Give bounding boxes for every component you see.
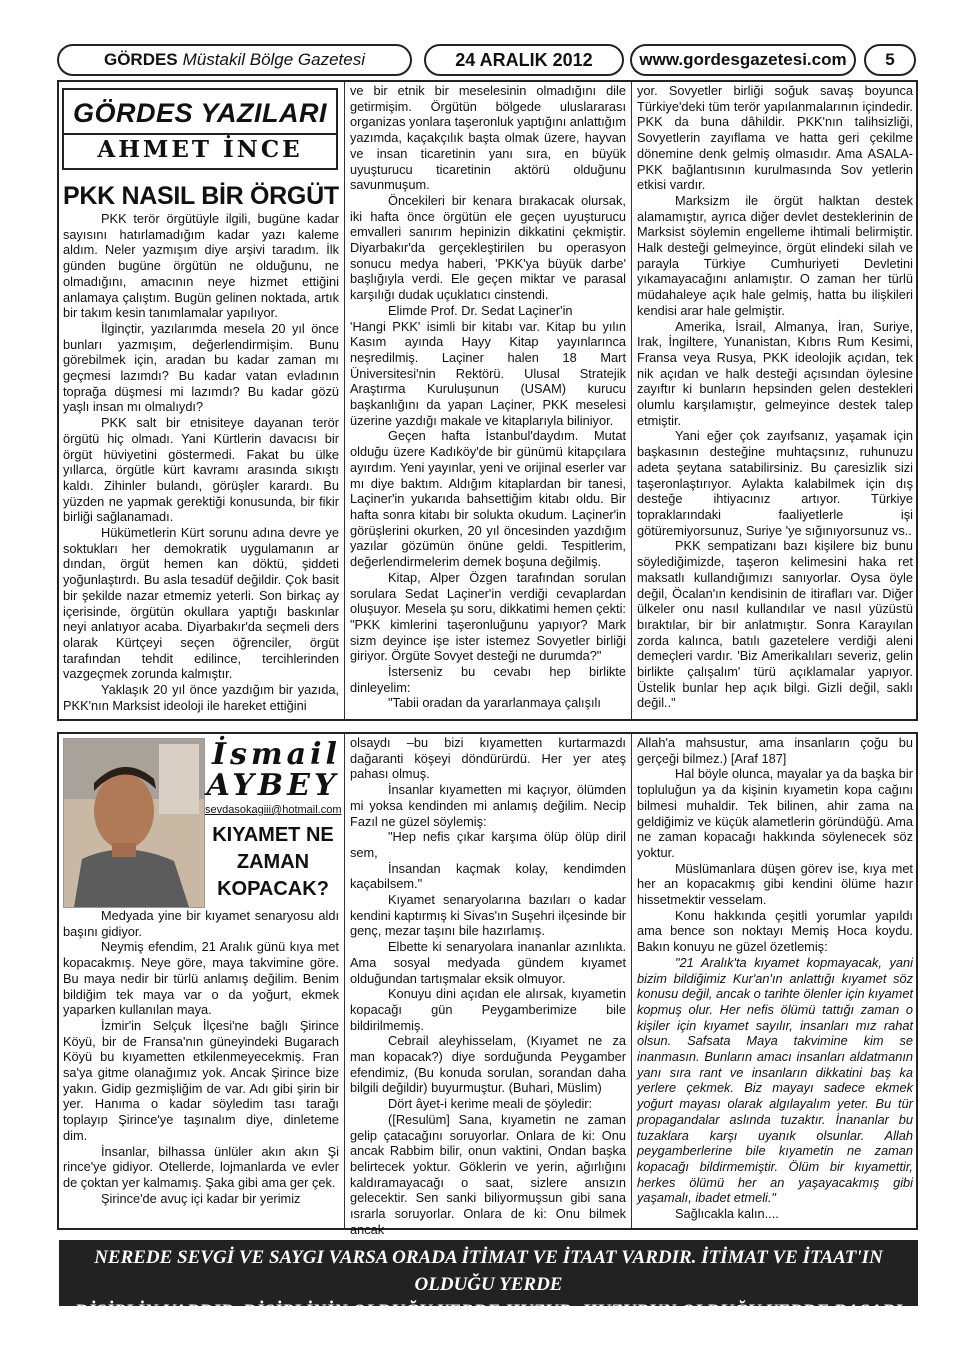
paragraph: Elbette ki senaryolara inananlar azınlıkta. Ama sosyal medyada gündem kıyamet olduğundan tartışmalar eksik olmuyor. bbox=[350, 939, 626, 986]
paragraph: Amerika, İsrail, Almanya, İran, Suriye, Irak, İngiltere, Yunanistan, Kıbrıs Rum Kesimi, Fransa veya Rusya, PKK ideolojik açıdan, tek nik açıdan ve halk desteği açısından öylesine zayıftır ki bunların hepsinden gelen destekleri olumlu karşılamıştır, gelmeyince destek talep etmiştir. bbox=[637, 318, 913, 428]
paragraph: İlginçtir, yazılarımda mesela 20 yıl önce bunları yazmışım, değerlendirmişim. Bunu görebilmek için, aradan bu kadar zaman mı geçmesi lazımdı? Bu kadar vatan evladının toprağa düşmesi mi lazımdı? Bu kadar gözü yaşlı insan mı olmalıydı? bbox=[63, 320, 339, 415]
paragraph: olsaydı –bu bizi kıyametten kurtarmazdı dağaranti köşeyi döndürürdü. Her yer ateş pahası olmuş. bbox=[350, 735, 626, 782]
article-column-3 bbox=[637, 83, 913, 719]
section-title: GÖRDES YAZILARI bbox=[72, 98, 328, 128]
paragraph: Hükümetlerin Kürt sorunu adına devre ye soktukları her demokratik uygulamanın ar dından, örgüt hemen kan döktü, şiddeti yoğunlaştırdı. Bu asla tesadüf değildir. Çok basit bir şekilde nazar etmemiz yeterli. Son birkaç ay içerisinde, örgütün okullara yaptığı baskınlar neyi anlatıyor acaba. Diyarbakır'da seçmeli ders olarak Kürtçeyi seçen öğrenciler, örgüt tarafından tehdit edilince, tercihlerinden vazgeçmek zorunda kalmıştır. bbox=[63, 525, 339, 682]
article-column-1 bbox=[63, 211, 339, 719]
article2-headline bbox=[206, 822, 340, 903]
paragraph: Konuyu dini açıdan ele alırsak, kıyametin kopacağı gün Peygamberimize bile bildirilmemiş. bbox=[350, 986, 626, 1033]
headline-line: ZAMAN bbox=[236, 851, 310, 873]
article2-column-3 bbox=[637, 735, 913, 1226]
paragraph: "Tabii oradan da yararlanmaya çalışılı bbox=[388, 695, 601, 711]
paragraph: İnsanlar kıyametten mi kaçıyor, ölümden mi yoksa kendinden mi anlamış değilim. Necip Fazıl ne güzel söylemiş: bbox=[350, 782, 626, 829]
website-link[interactable] bbox=[630, 44, 856, 76]
column-divider bbox=[631, 734, 632, 1228]
headline-line: KOPACAK? bbox=[217, 878, 329, 900]
paragraph: İnsanlar, bilhassa ünlüler akın akın Şi rince'ye gidiyor. Otellerde, lojmanlarda ve evler de çoktan yer kalmamış. Şaka gibi ama ger çek. bbox=[63, 1143, 339, 1190]
author-first-name: İsmail bbox=[212, 737, 341, 772]
motto-line: NEREDE SEVGİ VE SAYGI VARSA ORADA İTİMAT VE İTAAT VARDIR. İTİMAT VE İTAAT'IN OLDUĞU YERDE bbox=[94, 1247, 883, 1295]
paragraph: Şirince'de avuç içi kadar bir yerimiz bbox=[101, 1190, 301, 1206]
paragraph: Konu hakkında çeşitli yorumlar yapıldı ama bence son noktayı Memiş Hoca koydu. Bakın konuyu ne güzel özetlemiş: bbox=[637, 907, 913, 955]
paragraph: İsterseniz bu cevabı hep birlikte dinleyelim: bbox=[350, 664, 626, 695]
paragraph: Sağlıcakla kalın.... bbox=[675, 1206, 779, 1222]
paragraph: Müslümanlara düşen görev ise, kıya met her an kopacakmış gibi kendini ölüme hazır hissetmektir vesselam. bbox=[637, 860, 913, 908]
paragraph: ([Resulüm] Sana, kıyametin ne zaman gelip çatacağını soruyorlar. Onlara de ki: Onu ancak Rabbim bilir, onun vaktini, Ondan başka belirtecek yoktur. Göklerin ve yerin, ağırlığını kaldıramayacağı o saat, sizlere ansızın gelecektir. Sen sanki biliyormuşsun gibi sana ısrarla soruyorlar. Onlara de ki: Onu bilmek ancak bbox=[350, 1111, 626, 1237]
section-author: AHMET İNCE bbox=[64, 133, 336, 165]
column-divider bbox=[344, 734, 345, 1228]
author-email-link[interactable]: sevdasokagiii@hotmail.com bbox=[205, 804, 342, 816]
author-portrait-image bbox=[64, 739, 204, 907]
paragraph: Dört âyet-i kerime meali de şöyledir: bbox=[388, 1096, 593, 1112]
section-banner bbox=[62, 88, 338, 170]
paragraph: Allah'a mahsustur, ama insanların çoğu bu gerçeği bilmez.) [Araf 187] bbox=[637, 735, 913, 766]
paper-name: GÖRDES bbox=[103, 50, 178, 69]
motto-banner bbox=[59, 1240, 918, 1349]
paragraph: Kitap, Alper Özgen tarafından sorulan sorulara Sedat Laçiner'in verdiği cevaplardan oluşuyor. Mesela şu soru, dikkatimi hemen çekti: "PKK kimlerini taşeronluğunu yapıyor? Mark sizm deyince işe ister istemez Sovyetler birliği giriyor. Örgüte Sovyet desteği ne durumda?" bbox=[350, 569, 626, 664]
quote-paragraph: "21 Aralık'ta kıyamet kopmayacak, yani bizim bildiğimiz Kur'an'ın anlattığı kıyamet söz konusu değil, ancak o tarihte ölenler için kıyamet kopmuş olur. Her nefis ölümü tattığı zaman o kişiler için kıyamet sayılır, insanları mız rahat olsun. Safsata Maya takvimine kim se inanmasın. Bunların amacı insanları aldatmanın yanı sıra rant ve insanların dikkatini baş ka yerlere çekmek. Biz mayayı sadece ekmek yoğurt mayası olarak algılayalım yeter. Bu tür propagandalar aslında tuzaktır. İnananlar bu tuzaklara karşı uyanık olsunlar. Allah peygamberlerine bile kıyametin ne zaman kopacağı bildirmemiştir. Ölüm bir kıyamettir, herkes ölümü her an yaşayacakmış gibi yaşamalı, ibadet etmeli." bbox=[637, 954, 913, 1206]
date-label: 24 ARALIK 2012 bbox=[455, 49, 593, 70]
paragraph: ve bir etnik bir meselesinin olmadığını dile getirmişim. Örgütün bölgede uluslararası organizas yonlara taşeronluk yaptığını anlattığım yazımda, kaçakçılık başta olmak üzere, hayvan ve insan ticaretinin yanı sıra, en büyük uyuşturucu ticaretinin aktörü olduğunu savunmuşum. bbox=[350, 83, 627, 193]
paragraph: İnsandan kaçmak kolay, kendimden kaçabilsem." bbox=[350, 860, 626, 892]
author-photo bbox=[63, 738, 205, 908]
paragraph: Öncekileri bir kenara bırakacak olursak, iki hafta önce örgütün ele geçen uyuşturucu emvalleri sanırım hepinizin dikkatini çekmiştir. Diyarbakır'da gerçekleştirilen bu operasyon sonucu medya haberi, 'PKK'ya büyük darbe' başlığıyla verdi. Ele geçen miktar ve parasal karşılığı dudak uçuklatıcı cinstendi. bbox=[350, 192, 626, 303]
article-headline: PKK NASIL BİR ÖRGÜT bbox=[63, 182, 339, 210]
motto-line: DİSİPLİN VARDIR. DİSİPLİNİN OLDUĞU YERDE HUZUR; HUZURUN OLDUĞU YERDE BAŞARI VARDIR. bbox=[74, 1301, 903, 1349]
paragraph: Geçen hafta İstanbul'daydım. Mutat olduğu üzere Kadıköy'de bir günümü kitapçılara ayırdım. Yeni yayınlar, yeni ve orijinal eserler var mı diye baktım. Aldığım kitaplardan bir tanesi, Laçiner'in yukarıda bahsettiğim kitabı oldu. Bir hafta sonra kitabı bir solukta okudum. Laçiner'in görüşlerini okurken, 20 yıl öncesinden yazdığım yazılar gözümün önüne geldi. Tespitlerim, değerlendirmelerim demek boşuna değilmiş. bbox=[350, 428, 626, 570]
paragraph: PKK salt bir etnisiteye dayanan terör örgütü hiç olmadı. Yani Kürtlerin davacısı bir örgüt hüviyetini göstermedi. Fakat bu ülke yıllarca, örgütle kürt kavramı arasında sıkıştı kaldı. Zihinler bulandı, görüşler karardı. Bu yüzden ne yapmak gerektiği konusunda, bir fikir birliği sağlanamadı. bbox=[63, 415, 339, 525]
paragraph: Hal böyle olunca, mayalar ya da başka bir topluluğun ya da kişinin kıyametin kopa cağını bilmesi muhaldir. Tek bilinen, ahir zama na geldiğimiz ve küçük alametlerin göründüğü. Ama ne zaman kopacağı hakkında söylenecek söz yoktur. bbox=[637, 766, 913, 860]
paragraph: Cebrail aleyhisselam, (Kıyamet ne za man kopacak?) diye sorduğunda Peygamber efendimiz, (Bu konuda sorulan, sorandan daha bilgili değildir) buyurmuştur. (Buhari, Müslim) bbox=[350, 1033, 626, 1096]
masthead bbox=[57, 44, 412, 76]
paragraph: PKK sempatizanı bazı kişilere biz bunu söylediğimizde, taşeron kelimesini haka ret maksatlı kullandığımızı sanıyorlar. Oysa öyle değil, Öcalan'ın kendisinin de itirafları var. Diğer ülkeler onu nasıl kullandılar ve nasıl yüzüstü bıraktılar, bir bir anlatmıştır. Sonra Karayılan zorda kalınca, batılı gazetelere verdiği aleni demeçleri vardır. 'Biz Amerikalıları severiz, gelin birlikte çalışalım' türü açıklamalar yapıyor. Üstelik bunlar hep açık bilgi. Gizli değil, saklı değil.." bbox=[637, 538, 913, 711]
column-divider bbox=[344, 82, 345, 719]
headline-line: KIYAMET NE bbox=[212, 824, 334, 846]
paragraph: "Hep nefis çıkar karşıma ölüp ölüp diril sem, bbox=[350, 829, 626, 860]
paragraph: PKK terör örgütüyle ilgili, bugüne kadar sayısını hatırlamadığım kadar yazı kaleme aldım. Neler yazmışım diye arşivi taradım. İlk günden bugüne örgütün ne olduğunu, ne olmadığını, amacının neye hizmet ettiğini anlamaya çalıştım. Bugün gelinen noktada, artık bir takım kesin tanımlamalar yapılıyor. bbox=[63, 211, 339, 321]
paragraph: İzmir'in Selçuk İlçesi'ne bağlı Şirince Köyü, bir de Fransa'nın güneyindeki Bugarach Köyü bu kıyametten etkilenmeyecekmiş. Fran sa'ya gitme olanağımız yok. Ancak Şirince bize yakın. Gidip gezmişliğim de var. Adı gibi şirin bir yer. Hanıma o kadar söyledim tası tarağı toplayıp Şirince'ye taşınalım diye, dinleteme dim. bbox=[63, 1017, 339, 1143]
issue-date bbox=[424, 44, 624, 76]
paragraph: Marksizm ile örgüt halktan destek alamamıştır, ayrıca diğer devlet desteklerinin de Marksist söylemin engelleme ihtimali belirmiştir. Halk desteği gelmeyince, örgüt elindeki silah ve parayla Türkiye Cumhuriyeti Devletini yıkamayacağını anlamıştır. O zaman her türlü müdahaleye açık hale gelmiş, hatta bu ilişkileri kendisi arar hale gelmiştir. bbox=[637, 192, 913, 318]
column-divider bbox=[631, 82, 632, 719]
article2-column-1 bbox=[63, 908, 339, 1226]
article-column-2 bbox=[350, 83, 626, 719]
paper-subtitle: Müstakil Bölge Gazetesi bbox=[182, 50, 366, 69]
page-number bbox=[864, 44, 916, 76]
paragraph: yor. Sovyetler birliği soğuk savaş boyunca Türkiye'deki tüm terör yapılanmalarının içindedir. PKK da buna dâhildir. PKK'nın talihsizliği, Sovyetlerin zayıflama ve hatta geri çekilme dönemine denk gelmiş olmasıdır. Ama ASALA-PKK bağlantısının kurulmasında Sov yetlerin etkisi vardır. bbox=[637, 83, 913, 193]
paragraph-book-title bbox=[350, 319, 626, 429]
book-paragraph: 'Hangi PKK' isimli bir kitabı var. Kitap bu yılın Kasım ayında Hayy Kitap yayınlarınca neşredilmiş. Laçiner halen 18 Mart Üniversitesi'nin Rektörü. Ulusal Stratejik Araştırma Kuruluşunun (USAM) kurucu başkanlığını da yapan Laçiner, PKK meselesi üzerine yazdığı makale ve kitaplarıyla biliniyor. bbox=[350, 318, 626, 428]
author-last-name: AYBEY bbox=[206, 768, 340, 803]
page-number-label: 5 bbox=[885, 50, 895, 69]
paragraph: Medyada yine bir kıyamet senaryosu aldı başını gidiyor. bbox=[63, 908, 339, 939]
paragraph: Yaklaşık 20 yıl önce yazdığım bir yazıda, PKK'nın Marksist ideoloji ile hareket ettiğini bbox=[63, 682, 339, 713]
paragraph: Elimde Prof. Dr. Sedat Laçiner'in bbox=[388, 302, 573, 318]
paragraph: Yani eğer çok zayıfsanız, yaşamak için başkasının desteğine muhtaçsınız, ruhunuzu adeta şeytana satabilirsiniz. Bu çaresizlik sizi taşeronlaştırıyor. Aylakta kalabilmek için dış desteğe ihtiyacınız artıyor. Türkiye topraklarındaki faaliyetlerle işi götüremiyorsunuz, Suriye 'ye sığınıyorsunuz vs.. bbox=[637, 428, 913, 538]
website-label[interactable]: www.gordesgazetesi.com bbox=[639, 50, 847, 69]
paragraph: Kıyamet senaryolarına bazıları o kadar kendini kaptırmış ki Sivas'ın Suşehri ilçesinde bir genç, mezar taşını bile hazırlamış. bbox=[350, 892, 626, 939]
article2-column-2 bbox=[350, 735, 626, 1237]
paragraph: Neymiş efendim, 21 Aralık günü kıya met kopacakmış. Neye göre, maya takvimine göre. Bu maya nedir bir türlü anlamış değilim. Benim bildiğim tek maya var o da yoğurt, ekmek yaparken kullanılan maya. bbox=[63, 939, 339, 1018]
